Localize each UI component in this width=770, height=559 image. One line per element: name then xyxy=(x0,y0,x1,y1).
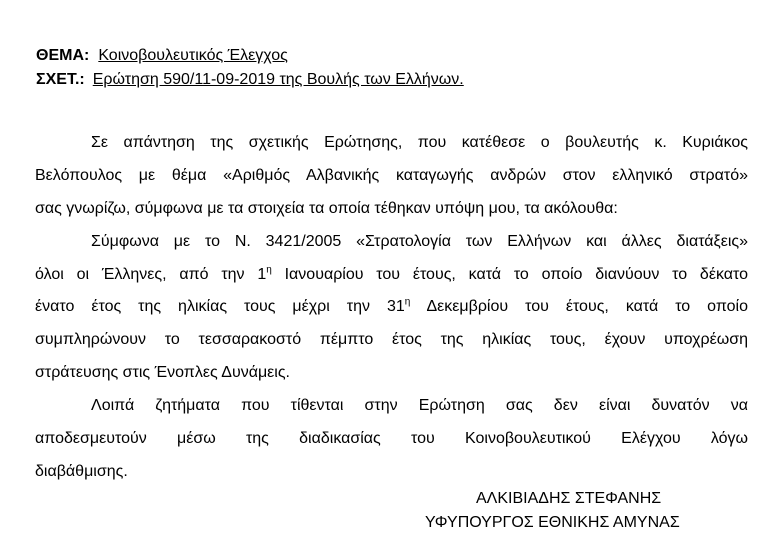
paragraph-2-line-3-text: ένατο έτος της ηλικίας τους μέχρι την 31 xyxy=(35,298,405,315)
paragraph-2-line-2 xyxy=(35,265,748,285)
ordinal-superscript: η xyxy=(266,264,272,276)
paragraph-3-line-2: αποδεσμευτούν μέσω της διαδικασίας του Κοινοβουλευτικού Ελέγχου λόγω xyxy=(35,430,748,447)
paragraph-2-line-2-rest: Ιανουαρίου του έτους, κατά το οποίο διανύουν το δέκατο xyxy=(271,266,748,283)
paragraph-1-line-1: Σε απάντηση της σχετικής Ερώτησης, που κατέθεσε ο βουλευτής κ. Κυριάκος xyxy=(91,134,748,151)
paragraph-3-line-1: Λοιπά ζητήματα που τίθενται στην Ερώτηση σας δεν είναι δυνατόν να xyxy=(91,397,748,414)
paragraph-2-line-4: συμπληρώνουν το τεσσαρακοστό πέμπτο έτος της ηλικίας τους, έχουν υποχρέωση xyxy=(35,331,748,348)
reference-line xyxy=(36,70,464,90)
paragraph-2-line-3-rest: Δεκεμβρίου του έτους, κατά το οποίο xyxy=(410,298,748,315)
subject-value: Κοινοβουλευτικός Έλεγχος xyxy=(98,47,288,64)
paragraph-1-line-3: σας γνωρίζω, σύμφωνα με τα στοιχεία τα οποία τέθηκαν υπόψη μου, τα ακόλουθα: xyxy=(35,200,618,217)
paragraph-2-line-2-text: όλοι οι Έλληνες, από την 1 xyxy=(35,266,267,283)
paragraph-3-line-3: διαβάθμισης. xyxy=(35,463,128,480)
reference-label: ΣΧΕΤ.: xyxy=(36,71,85,88)
signer-title: ΥΦΥΠΟΥΡΓΟΣ ΕΘΝΙΚΗΣ ΑΜΥΝΑΣ xyxy=(425,514,680,531)
subject-label: ΘΕΜΑ: xyxy=(36,47,90,64)
paragraph-2-line-1: Σύμφωνα με το Ν. 3421/2005 «Στρατολογία των Ελλήνων και άλλες διατάξεις» xyxy=(91,233,748,250)
paragraph-2-line-3 xyxy=(35,297,748,317)
signer-name: ΑΛΚΙΒΙΑΔΗΣ ΣΤΕΦΑΝΗΣ xyxy=(476,490,662,507)
reference-value: Ερώτηση 590/11-09-2019 της Βουλής των Ελλήνων. xyxy=(92,71,464,88)
subject-line xyxy=(36,46,288,66)
paragraph-2-line-5: στράτευσης στις Ένοπλες Δυνάμεις. xyxy=(35,364,290,381)
paragraph-1-line-2: Βελόπουλος με θέμα «Αριθμός Αλβανικής καταγωγής ανδρών στον ελληνικό στρατό» xyxy=(35,167,748,184)
ordinal-superscript: η xyxy=(404,296,411,308)
